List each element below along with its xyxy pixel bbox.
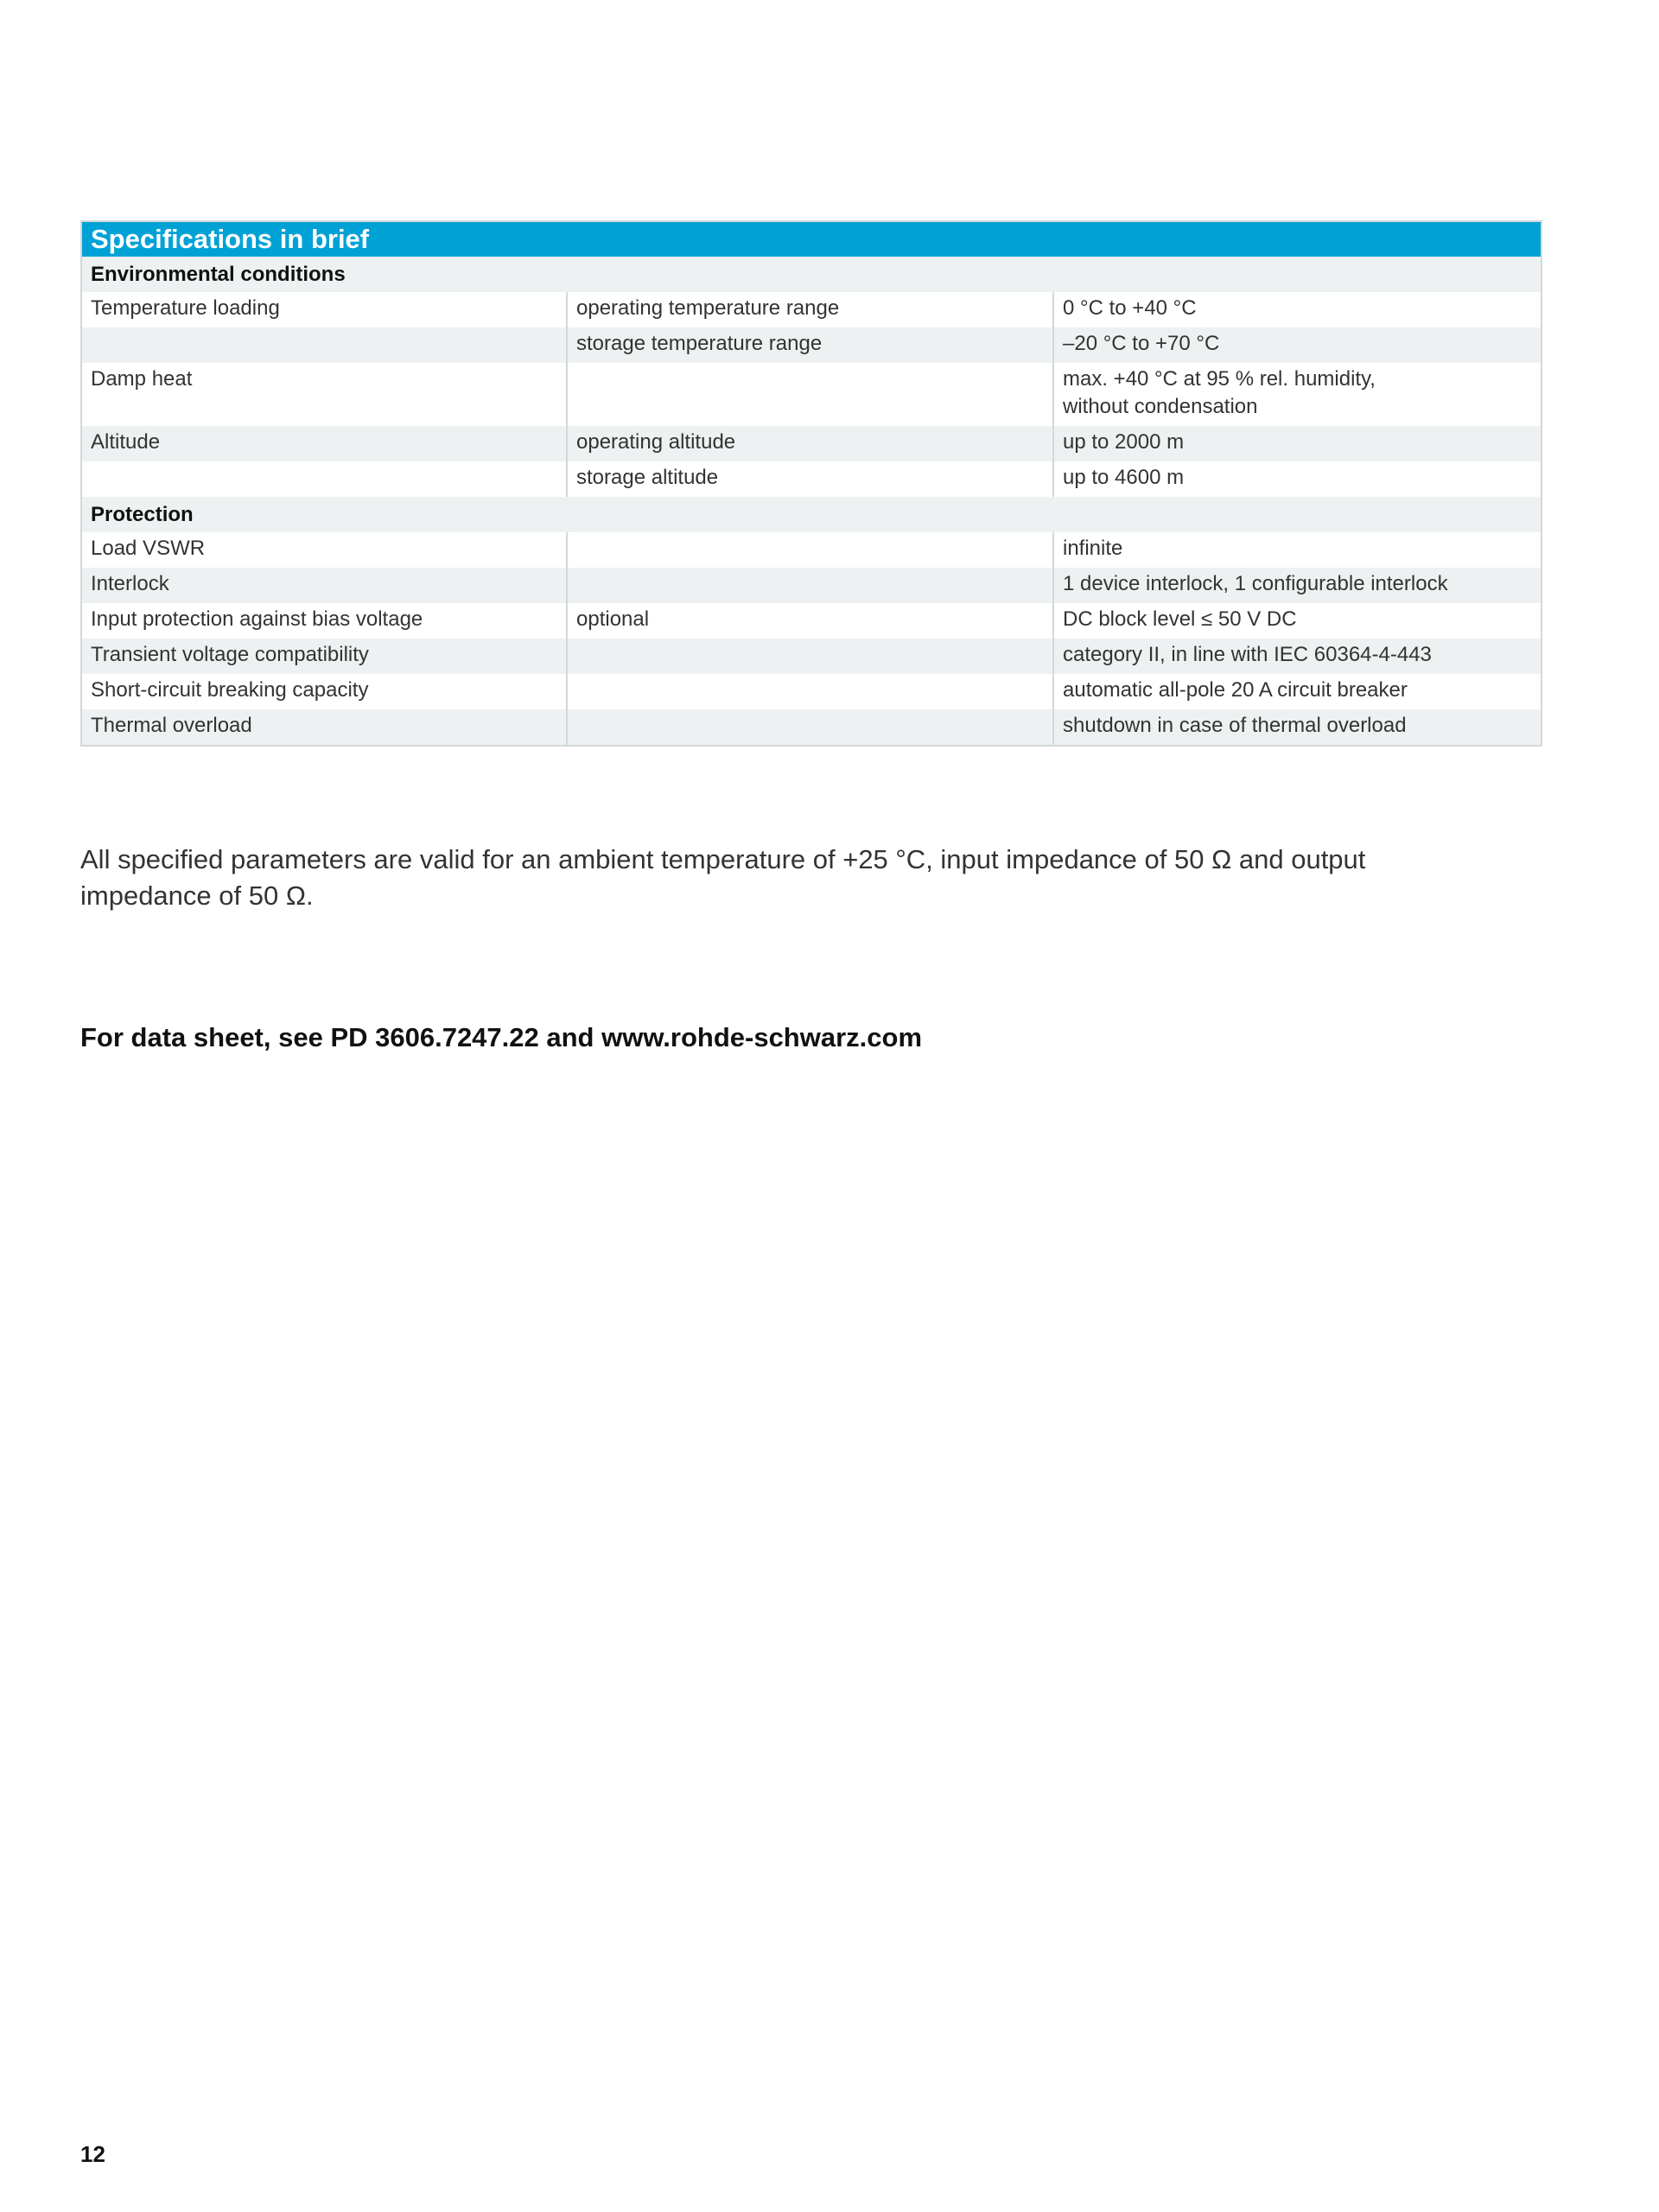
value-cell: automatic all-pole 20 A circuit breaker bbox=[1053, 674, 1541, 709]
table-title-row bbox=[81, 221, 1541, 257]
param-cell: Interlock bbox=[81, 568, 567, 603]
table-row bbox=[81, 639, 1541, 674]
table-row bbox=[81, 292, 1541, 327]
condition-cell: optional bbox=[567, 603, 1053, 639]
param-cell bbox=[81, 327, 567, 363]
table-title: Specifications in brief bbox=[81, 221, 1541, 257]
value-cell: 0 °C to +40 °C bbox=[1053, 292, 1541, 327]
param-cell: Damp heat bbox=[81, 363, 567, 426]
value-cell: –20 °C to +70 °C bbox=[1053, 327, 1541, 363]
param-cell: Short-circuit breaking capacity bbox=[81, 674, 567, 709]
condition-cell: operating temperature range bbox=[567, 292, 1053, 327]
value-cell: max. +40 °C at 95 % rel. humidity, without condensation bbox=[1053, 363, 1541, 426]
param-cell: Load VSWR bbox=[81, 532, 567, 568]
condition-cell bbox=[567, 709, 1053, 746]
table-row bbox=[81, 461, 1541, 497]
specifications-table bbox=[80, 220, 1542, 747]
param-cell: Altitude bbox=[81, 426, 567, 461]
table-row bbox=[81, 603, 1541, 639]
table-row bbox=[81, 709, 1541, 746]
param-cell: Input protection against bias voltage bbox=[81, 603, 567, 639]
condition-cell bbox=[567, 674, 1053, 709]
table-row bbox=[81, 426, 1541, 461]
condition-cell bbox=[567, 568, 1053, 603]
section-heading: Protection bbox=[81, 497, 1541, 532]
value-cell: shutdown in case of thermal overload bbox=[1053, 709, 1541, 746]
value-cell: up to 2000 m bbox=[1053, 426, 1541, 461]
condition-cell bbox=[567, 639, 1053, 674]
condition-cell: operating altitude bbox=[567, 426, 1053, 461]
condition-cell bbox=[567, 532, 1053, 568]
value-cell: DC block level ≤ 50 V DC bbox=[1053, 603, 1541, 639]
section-heading-row bbox=[81, 497, 1541, 532]
param-cell: Temperature loading bbox=[81, 292, 567, 327]
param-cell bbox=[81, 461, 567, 497]
param-cell: Thermal overload bbox=[81, 709, 567, 746]
table-row bbox=[81, 532, 1541, 568]
table-row bbox=[81, 674, 1541, 709]
table-row bbox=[81, 363, 1541, 426]
param-cell: Transient voltage compatibility bbox=[81, 639, 567, 674]
table-row bbox=[81, 327, 1541, 363]
section-heading: Environmental conditions bbox=[81, 257, 1541, 292]
validity-note: All specified parameters are valid for an ambient temperature of +25 °C, input impedance of 50 Ω and output impedance of 50 Ω. bbox=[80, 844, 1366, 911]
table-row bbox=[81, 568, 1541, 603]
section-heading-row bbox=[81, 257, 1541, 292]
condition-cell: storage temperature range bbox=[567, 327, 1053, 363]
page-number: 12 bbox=[80, 2141, 105, 2167]
value-cell: category II, in line with IEC 60364-4-443 bbox=[1053, 639, 1541, 674]
condition-cell: storage altitude bbox=[567, 461, 1053, 497]
value-cell: 1 device interlock, 1 configurable interlock bbox=[1053, 568, 1541, 603]
condition-cell bbox=[567, 363, 1053, 426]
value-cell: up to 4600 m bbox=[1053, 461, 1541, 497]
datasheet-reference: For data sheet, see PD 3606.7247.22 and www.rohde-schwarz.com bbox=[80, 1022, 923, 1052]
value-cell: infinite bbox=[1053, 532, 1541, 568]
